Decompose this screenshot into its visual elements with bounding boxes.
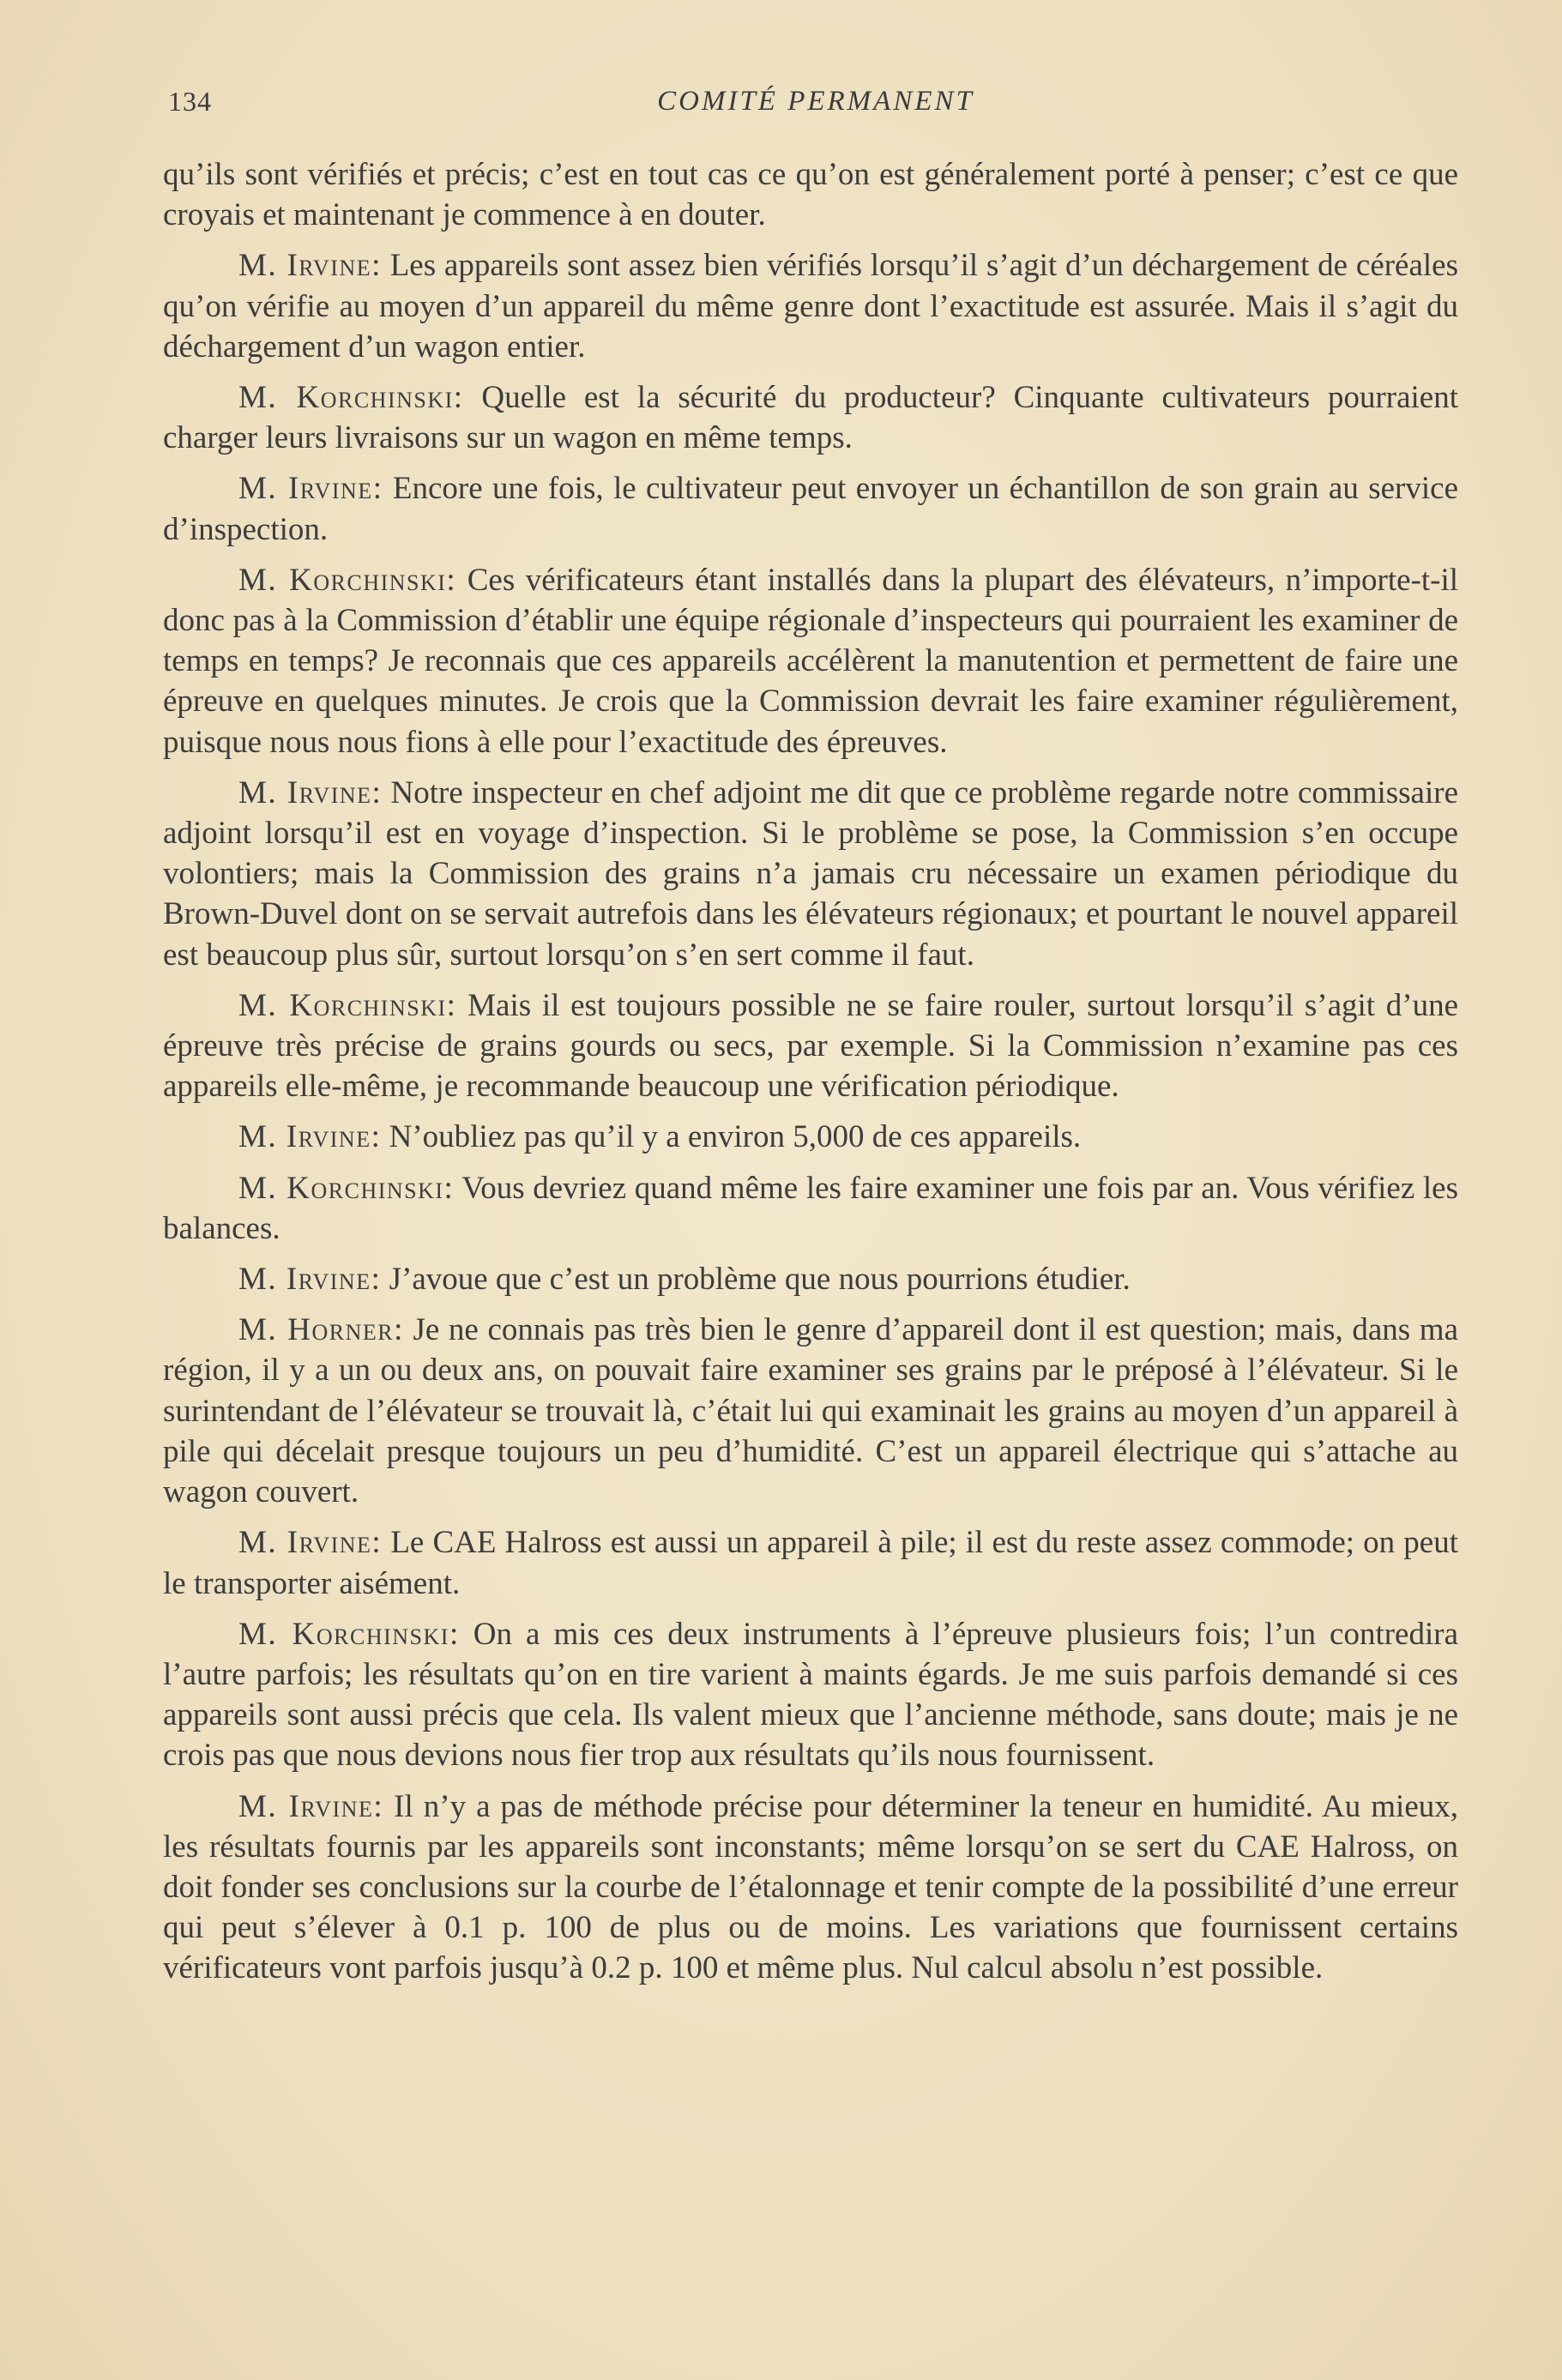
speaker-name: M. Irvine: <box>238 1525 383 1561</box>
paragraph-text: Quelle est la sécurité du producteur? Cinquante cultivateurs pourraient charger leurs livraisons sur un wagon en même temps. <box>163 380 1459 456</box>
paragraph <box>163 154 1458 235</box>
paragraph <box>163 245 1458 367</box>
paragraph <box>163 1117 1458 1157</box>
paragraph-text: Les appareils sont assez bien vérifiés lorsqu’il s’agit d’un déchargement de céréales qu’on vérifie au moyen d’un appareil du même genre dont l’exactitude est assurée. Mais il s’agit du déchargement d’un wagon entier. <box>163 248 1459 365</box>
paragraph-text: J’avoue que c’est un problème que nous pourrions étudier. <box>381 1262 1131 1298</box>
paragraph-text: On a mis ces deux instruments à l’épreuve plusieurs fois; l’un contredira l’autre parfois; les résultats qu’on en tire varient à maints égards. Je me suis parfois demandé si ces appareils sont aussi précis que cela. Ils valent mieux que l’ancienne méthode, sans doute; mais je ne crois pas que nous devions nous fier trop aux résultats qu’ils nous fournissent. <box>163 1616 1459 1774</box>
paragraph-text: Vous devriez quand même les faire examiner une fois par an. Vous vérifiez les balances. <box>163 1170 1459 1246</box>
paragraph <box>163 1259 1458 1299</box>
page-header <box>168 86 1463 129</box>
paragraph <box>163 1787 1458 1989</box>
paragraph <box>163 560 1458 762</box>
paragraph <box>163 1168 1458 1249</box>
paragraph-text: Ces vérificateurs étant installés dans la plupart des élévateurs, n’importe-t-il donc pas à la Commission d’établir une équipe régionale d’inspecteurs qui pourraient les examiner de temps en temps? Je reconnais que ces appareils accélèrent la manutention et permettent de faire une épreuve en quelques minutes. Je crois que la Commission devrait les faire examiner régulièrement, puisque nous nous fions à elle pour l’exactitude des épreuves. <box>163 562 1459 760</box>
page-number: 134 <box>168 86 212 117</box>
paragraph-text: N’oubliez pas qu’il y a environ 5,000 de ces appareils. <box>381 1119 1082 1155</box>
text-body <box>163 154 1458 1999</box>
paragraph <box>163 468 1458 549</box>
speaker-name: M. Korchinski: <box>238 1170 455 1206</box>
speaker-name: M. Korchinski: <box>238 1616 460 1652</box>
paragraph <box>163 1614 1458 1776</box>
paragraph-text: Encore une fois, le cultivateur peut envoyer un échantillon de son grain au service d’inspection. <box>163 471 1459 547</box>
speaker-name: M. Irvine: <box>238 471 383 507</box>
speaker-name: M. Irvine: <box>238 1788 384 1824</box>
speaker-name: M. Irvine: <box>238 1119 382 1155</box>
speaker-name: M. Horner: <box>238 1312 404 1348</box>
paragraph-text: Le CAE Halross est aussi un appareil à pile; il est du reste assez commode; on peut le transporter aisément. <box>163 1525 1458 1601</box>
speaker-name: M. Irvine: <box>238 774 383 810</box>
paragraph <box>163 1310 1458 1512</box>
paragraph <box>163 377 1458 458</box>
speaker-name: M. Korchinski: <box>238 562 457 598</box>
paragraph-text: Je ne connais pas très bien le genre d’appareil dont il est question; mais, dans ma région, il y a un ou deux ans, on pouvait faire examiner ses grains par le préposé à l’élévateur. Si le surintendant de l’élévateur se trouvait là, c’était lui qui examinait les grains au moyen d’un appareil à pile qui décelait presque toujours un peu d’humidité. C’est un appareil électrique qui s’attache au wagon couvert. <box>163 1312 1458 1510</box>
speaker-name: M. Irvine: <box>238 248 382 284</box>
paragraph <box>163 773 1458 975</box>
paragraph-text: Il n’y a pas de méthode précise pour déterminer la teneur en humidité. Au mieux, les résultats fournis par les appareils sont inconstants; même lorsqu’on se sert du CAE Halross, on doit fonder ses conclusions sur la courbe de l’étalonnage et tenir compte de la possibilité d’une erreur qui peut s’élever à 0.1 p. 100 de plus ou de moins. Les variations que fournissent certains vérificateurs vont parfois jusqu’à 0.2 p. 100 et même plus. Nul calcul absolu n’est possible. <box>163 1788 1458 1986</box>
running-head: COMITÉ PERMANENT <box>657 86 974 117</box>
speaker-name: M. Irvine: <box>238 1262 382 1298</box>
paragraph <box>163 985 1458 1107</box>
speaker-name: M. Korchinski: <box>238 380 464 416</box>
paragraph-text: Notre inspecteur en chef adjoint me dit que ce problème regarde notre commissaire adjoint lorsqu’il est en voyage d’inspection. Si le problème se pose, la Commission s’en occupe volontiers; mais la Commission des grains n’a jamais cru nécessaire un examen périodique du Brown-Duvel dont on se servait autrefois dans les élévateurs régionaux; et pourtant le nouvel appareil est beaucoup plus sûr, surtout lorsqu’on s’en sert comme il faut. <box>163 774 1458 973</box>
speaker-name: M. Korchinski: <box>238 987 457 1023</box>
paragraph <box>163 1522 1458 1603</box>
paragraph-text: Mais il est toujours possible ne se faire rouler, surtout lorsqu’il s’agit d’une épreuve très précise de grains gourds ou secs, par exemple. Si la Commission n’examine pas ces appareils elle-même, je recommande beaucoup une vérification périodique. <box>163 987 1458 1105</box>
paragraph-text: qu’ils sont vérifiés et précis; c’est en tout cas ce qu’on est généralement porté à penser; c’est ce que croyais et maintenant je commence à en douter. <box>163 157 1458 233</box>
